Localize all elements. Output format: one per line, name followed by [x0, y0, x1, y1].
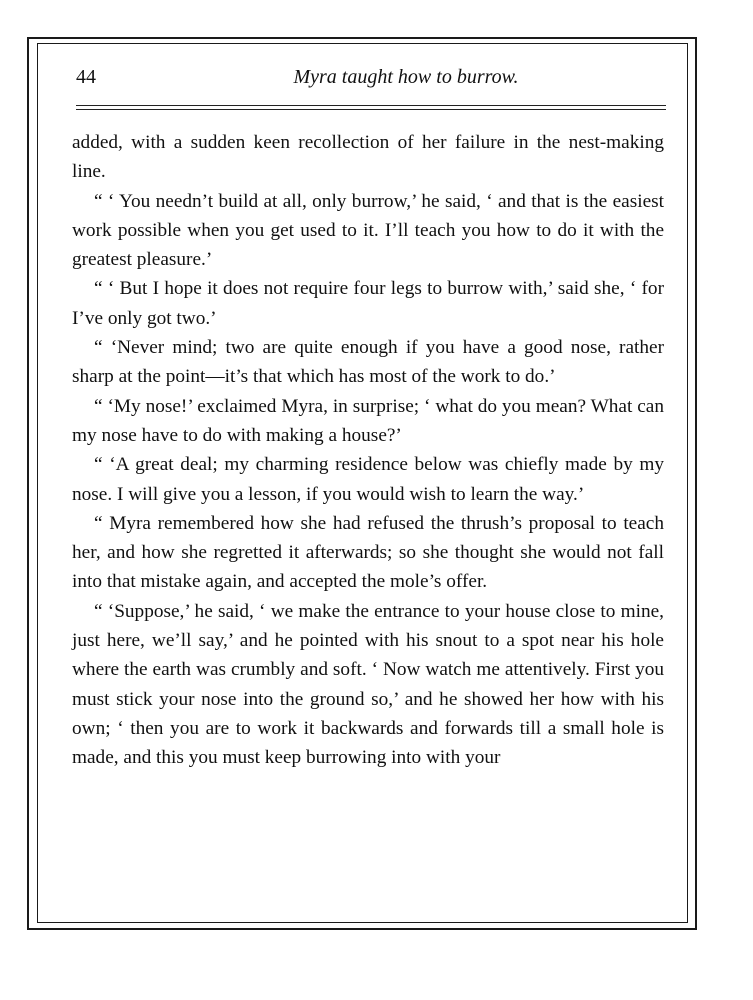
paragraph: added, with a sudden keen recollection of her failure in the nest-making line. [72, 132, 664, 183]
paragraph: “ Myra remembered how she had refused the thrush’s proposal to teach her, and how she regretted it afterwards; so she thought she would not fall into that mistake again, and accepted the mole’s offer. [72, 512, 664, 593]
body-text [72, 128, 664, 773]
paragraph: “ ‘ But I hope it does not require four legs to burrow with,’ said she, ‘ for I’ve only got two.’ [72, 278, 664, 329]
paragraph: “ ‘My nose!’ exclaimed Myra, in surprise; ‘ what do you mean? What can my nose have to do with making a house?’ [72, 395, 664, 446]
page-number: 44 [76, 66, 96, 88]
paragraph: “ ‘ You needn’t build at all, only burrow,’ he said, ‘ and that is the easiest work possible when you get used to it. I’ll teach you how to do it with the greatest pleasure.’ [72, 190, 664, 271]
paragraph: “ ‘Never mind; two are quite enough if you have a good nose, rather sharp at the point—it’s that which has most of the work to do.’ [72, 337, 664, 388]
header-rule-bottom [76, 109, 666, 110]
running-title: Myra taught how to burrow. [293, 66, 519, 88]
header-rule-top [76, 105, 666, 106]
paragraph: “ ‘A great deal; my charming residence below was chiefly made by my nose. I will give you a lesson, if you would wish to learn the way.’ [72, 454, 664, 505]
paragraph: “ ‘Suppose,’ he said, ‘ we make the entrance to your house close to mine, just here, we’ll say,’ and he pointed with his snout to a spot near his hole where the earth was crumbly and soft. ‘ Now watch me attentively. First you must stick your nose into the ground so,’ and he showed her how with his own; ‘ then you are to work it backwards and forwards till a small hole is made, and this you must keep burrowing into with your [72, 600, 664, 769]
page-header [76, 66, 668, 96]
